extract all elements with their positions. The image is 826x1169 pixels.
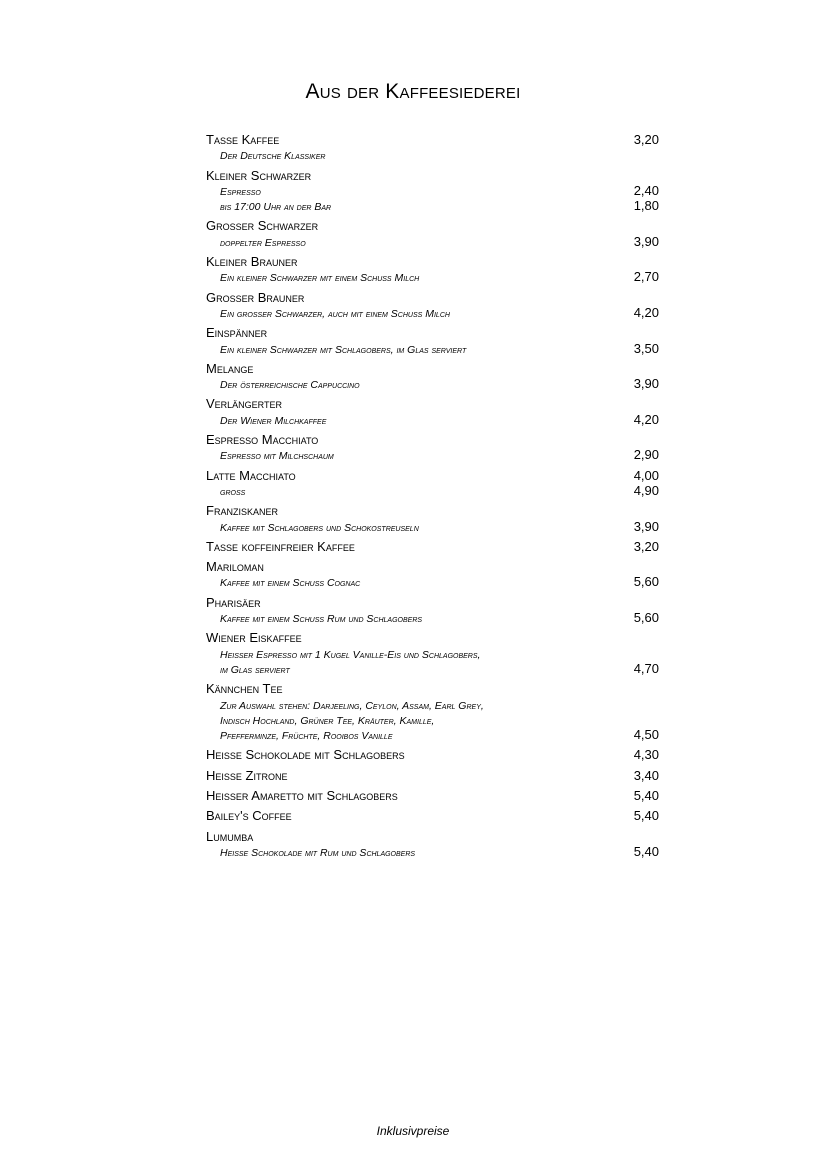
item-name: Wiener Eiskaffee [206,630,302,646]
item-name: Kännchen Tee [206,681,283,697]
menu-list [206,132,660,864]
item-description: Indisch Hochland, Grüner Tee, Kräuter, Kamille, [220,714,435,727]
item-description: Der österreichische Cappuccino [220,379,360,392]
item-description: Espresso [220,185,261,198]
menu-item-description-line [206,198,660,213]
menu-item [206,768,660,783]
menu-item [206,132,660,163]
item-name: Bailey's Coffee [206,808,292,824]
menu-item-line [206,559,660,574]
item-price: 3,90 [633,518,659,534]
item-description: gross [220,485,246,498]
menu-item-line [206,788,660,803]
menu-item-description-line [206,844,660,859]
menu-item [206,829,660,860]
menu-item-description-line [206,376,660,391]
item-name: Kleiner Schwarzer [206,167,312,183]
item-price: 4,50 [633,727,659,743]
item-name: Heisser Amaretto mit Schlagobers [206,787,398,803]
item-description: im Glas serviert [220,663,290,676]
menu-item-line [206,290,660,305]
menu-item-line [206,168,660,183]
item-price: 5,40 [633,843,659,859]
menu-item-description-line [206,610,660,625]
item-name: Mariloman [206,559,264,575]
item-name: Heisse Zitrone [206,767,288,783]
item-name: Grosser Brauner [206,289,305,305]
menu-item-line [206,808,660,823]
menu-item [206,595,660,626]
menu-item [206,747,660,762]
item-price: 3,50 [633,340,659,356]
menu-item-description-line [206,712,660,727]
menu-item-description-line [206,341,660,356]
menu-item-description-line [206,661,660,676]
item-price: 5,40 [633,808,659,824]
menu-item-description-line [206,147,660,162]
menu-item [206,681,660,742]
menu-item-description-line [206,234,660,249]
menu-item [206,325,660,356]
menu-item-description-line [206,183,660,198]
item-name: Einspänner [206,325,268,341]
item-description: doppelter Espresso [220,236,306,249]
menu-item-description-line [206,697,660,712]
menu-item [206,290,660,321]
menu-item-line [206,768,660,783]
menu-item-description-line [206,574,660,589]
menu-item [206,503,660,534]
menu-item-description-line [206,483,660,498]
item-description: bis 17:00 Uhr an der Bar [220,201,332,214]
item-price: 3,90 [633,233,659,249]
footer-note: Inklusivpreise [376,1124,450,1138]
item-price: 3,40 [633,767,659,783]
menu-item-description-line [206,269,660,284]
item-name: Latte Macchiato [206,467,296,483]
item-price: 5,60 [633,574,659,590]
item-name: Grosser Schwarzer [206,218,319,234]
menu-item-line [206,132,660,147]
menu-item-description-line [206,519,660,534]
item-description: Kaffee mit einem Schuß Cognac [220,577,361,590]
item-description: Ein großer Schwarzer, auch mit einem Schuss Milch [220,307,450,320]
item-description: Kaffee mit einem Schuß Rum und Schlagobers [220,613,423,626]
item-price: 4,70 [633,660,659,676]
menu-item [206,254,660,285]
menu-item [206,361,660,392]
menu-item [206,630,660,676]
item-description: Der Wiener Milchkaffee [220,414,327,427]
menu-item-line [206,747,660,762]
item-price: 3,20 [633,132,659,147]
item-name: Tasse Kaffee [206,132,280,147]
item-description: Ein kleiner Schwarzer mit einem Schuss Milch [220,272,420,285]
item-description: Heiße Schokolade mit Rum und Schlagobers [220,846,416,859]
item-name: Espresso Macchiato [206,432,319,448]
menu-item [206,539,660,554]
item-price: 5,60 [633,610,659,626]
menu-item [206,788,660,803]
item-description: Espresso mit Milchschaum [220,450,334,463]
menu-item-line [206,432,660,447]
menu-item-line [206,396,660,411]
page-title: Aus der Kaffeesiederei [305,80,521,103]
menu-item [206,808,660,823]
menu-item [206,559,660,590]
menu-item-line [206,681,660,696]
item-price: 5,40 [633,787,659,803]
item-name: Verlängerter [206,396,283,412]
item-price: 3,90 [633,376,659,392]
item-name: Melange [206,360,254,376]
menu-item-description-line [206,305,660,320]
item-price: 4,00 [633,467,659,483]
menu-item-line [206,595,660,610]
item-description: Der Deutsche Klassiker [220,150,326,163]
menu-item-description-line [206,727,660,742]
menu-item-line [206,254,660,269]
item-price: 2,70 [633,269,659,285]
item-price: 4,30 [633,747,659,763]
menu-item [206,396,660,427]
item-name: Lumumba [206,828,254,844]
item-description: Zur Auswahl stehen: Darjeeling, Ceylon, Assam, Earl Grey, [220,699,484,712]
item-price: 4,20 [633,411,659,427]
item-name: Tasse koffeinfreier Kaffee [206,538,355,554]
menu-item-description-line [206,447,660,462]
item-price: 3,20 [633,538,659,554]
item-name: Franziskaner [206,503,278,519]
item-name: Heisse Schokolade mit Schlagobers [206,747,405,763]
item-price: 2,40 [633,182,659,198]
menu-item-line [206,503,660,518]
item-description: Kaffee mit Schlagobers und Schokostreuseln [220,521,419,534]
item-price: 4,20 [633,304,659,320]
menu-item-line [206,361,660,376]
item-price: 1,80 [633,198,659,214]
item-name: Kleiner Brauner [206,254,298,270]
menu-item-line [206,539,660,554]
menu-item [206,168,660,214]
menu-item [206,468,660,499]
menu-item-line [206,468,660,483]
menu-item-description-line [206,646,660,661]
menu-item [206,218,660,249]
item-price: 4,90 [633,482,659,498]
item-description: Heißer Espresso mit 1 Kugel Vanille-Eis und Schlagobers, [220,648,481,661]
menu-item [206,432,660,463]
menu-item-line [206,325,660,340]
menu-item-line [206,630,660,645]
item-description: Pfefferminze, Früchte, Rooibos Vanille [220,730,393,743]
menu-item-description-line [206,412,660,427]
item-description: Ein kleiner Schwarzer mit Schlagobers, im Glas serviert [220,343,467,356]
item-name: Pharisäer [206,594,261,610]
item-price: 2,90 [633,447,659,463]
menu-item-line [206,218,660,233]
menu-item-line [206,829,660,844]
